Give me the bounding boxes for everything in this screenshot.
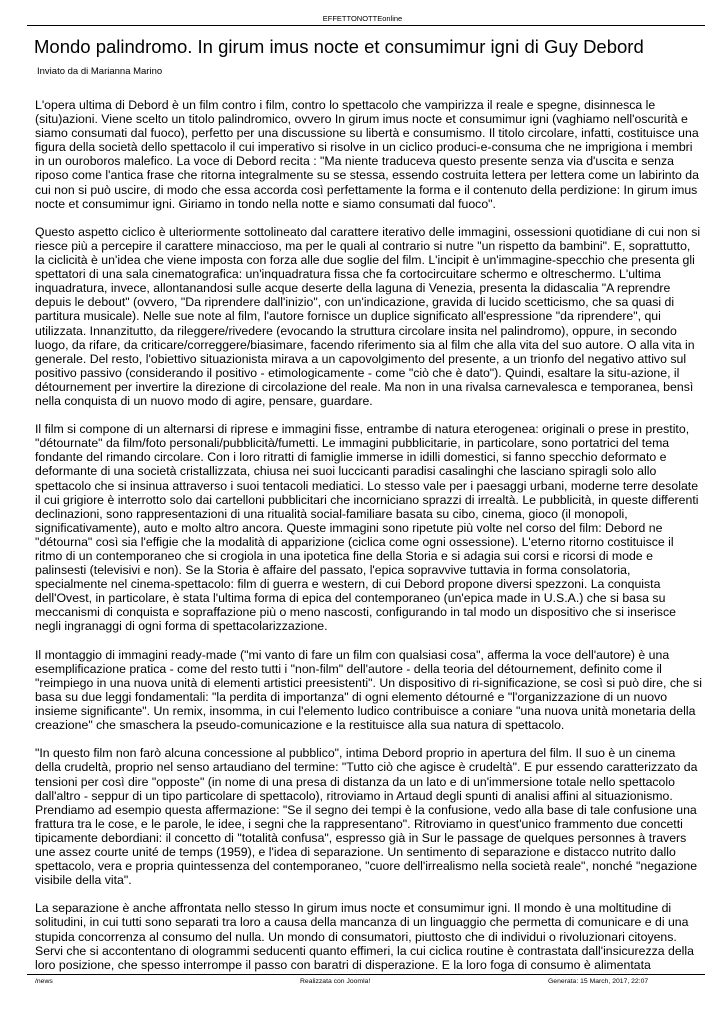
article-paragraph: La separazione è anche affrontata nello stesso In girum imus nocte et consumimur igni. Il mondo è una moltitudine di solitudini, in cui tutti sono separati tra loro a causa della mancanza di un linguaggio che permetta di comunicare e di una stupida concorrenza al consumo del nulla. Un mondo di consumatori, piuttosto che di individui o rivoluzionari citoyens. Servi che si accontentano di ologrammi seducenti quanto effimeri, la cui ciclica routine è contrastata dall'insicurezza della loro posizione, che spesso interrompe il passo con baratri di disperazione. E la loro foga di consumo è alimentata: [35, 901, 694, 972]
article-paragraph: Questo aspetto ciclico è ulteriormente sottolineato dal carattere iterativo delle immagini, ossessioni quotidiane di cui non si riesce più a percepire il carattere minaccioso, ma per le quali al contrario si nutre "un rispetto da bambini". E, soprattutto, la ciclicità è un'idea che viene imposta con forza alle due soglie del film. L'incipit è un'immagine-specchio che presenta gli spettatori di una sala cinematografica: un'inquadratura fissa che fa cortocircuitare schermo e oltreschermo. L'ultima inquadratura, invece, allontanandosi sulle acque deserte della laguna di Venezia, presenta la didascalia "A reprendre depuis le debout" (ovvero, "Da riprendere dall'inizio", con un'indicazione, gravida di lucido scetticismo, che sa quasi di partitura musicale). Nelle sue note al film, l'autore fornisce un duplice significato all'espressione "da riprendere", qui utilizzata. Innanzitutto, da rileggere/rivedere (evocando la struttura circolare insita nel palindromo), oppure, in secondo luogo, da rifare, da criticare/correggere/biasimare, facendo riferimento sia al film che alla vita del suo autore. O alla vita in generale. Del resto, l'obiettivo situazionista mirava a un capovolgimento del presente, a un trionfo del negativo attivo sul positivo passivo (considerando il positivo - etimologicamente - come "ciò che è dato"). Quindi, esaltare la situ-azione, il détournement per invertire la direzione di circolazione del reale. Ma non in una rivalsa carnevalesca e temporanea, bensì nella conquista di un nuovo modo di agire, pensare, guardare.: [35, 224, 701, 408]
site-name: EFFETTONOTTEonline: [322, 14, 403, 23]
article-paragraph: Il montaggio di immagini ready-made ("mi vanto di fare un film con qualsiasi cosa", afferma la voce dell'autore) è una esemplificazione pratica - come del resto tutti i "non-film" dell'autore - della teoria del détournement, definito come il "reimpiego in una nuova unità di elementi artistici preesistenti". Un dispositivo di ri-significazione, se così si può dire, che si basa su due leggi fondamentali: "la perdita di importanza" di ogni elemento détourné e "l'organizzazione di un nuovo insieme significante". Un remix, insomma, in cui l'elemento ludico contribuisce a coniare "una nuova unità monetaria della creazione" che smaschera la pseudo-comunicazione e la restituisce alla sua natura di spettacolo.: [35, 647, 702, 733]
article-body: [35, 98, 703, 986]
article-paragraph: L'opera ultima di Debord è un film contro i film, contro lo spettacolo che vampirizza il reale e spegne, disinnesca le (situ)azioni. Viene scelto un titolo palindromico, ovvero In girum imus nocte et consumimur igni (vaghiamo nell'oscurità e siamo consumati dal fuoco), perfetto per una discussione su libertà e consumismo. Il titolo circolare, infatti, costituisce una figura della società dello spettacolo il cui imperativo si risolve in un ciclico produci-e-consuma che ne imprigiona i membri in un ouroboros malefico. La voce di Debord recita : "Ma niente traduceva questo presente senza via d'uscita e senza riposo come l'antica frase che ritorna integralmente su se stessa, essendo costruita lettera per lettera come un labirinto da cui non si può uscire, di modo che essa accorda così perfettamente la forma e il contenuto della perdizione: In girum imus nocte et consumimur igni. Giriamo in tondo nella notte e siamo consumati dal fuoco".: [35, 98, 699, 211]
article-title: Mondo palindromo. In girum imus nocte et consumimur igni di Guy Debord: [34, 36, 644, 57]
footer-credit: Realizzata con Joomla!: [300, 978, 371, 985]
footer-path: /news: [35, 978, 53, 985]
footer-generated-date: Generata: 15 March, 2017, 22:07: [548, 978, 649, 985]
article-byline: Inviato da di Marianna Marino: [37, 66, 163, 77]
article-paragraph: Il film si compone di un alternarsi di riprese e immagini fisse, entrambe di natura eterogenea: originali o prese in prestito, "détournate" da film/foto personali/pubblicità/fumetti. Le immagini pubblicitarie, in particolare, sono portatrici del tema fondante del rimando circolare. Con i loro ritratti di famiglie immerse in idilli domestici, si fanno specchio deformato e deformante di una società cristallizzata, chiusa nei suoi luccicanti paradisi casalinghi che lasciano spiragli solo allo spettacolo che si insinua attraverso i suoi tentacoli mediatici. Lo stesso vale per i paesaggi urbani, moderne terre desolate il cui grigiore è interrotto solo dai cartelloni pubblicitari che incorniciano sprazzi di irrealtà. Le pubblicità, in queste differenti declinazioni, sono rappresentazioni di una ritualità social-familiare basata su cibo, cinema, gioco (il monopoli, significativamente), auto e molto altro ancora. Queste immagini sono ripetute più volte nel corso del film: Debord ne "détourna" così sia l'effigie che la modalità di apparizione (ciclica come ogni ossessione). L'eterno ritorno costituisce il ritmo di un contemporaneo che si crogiola in una ipotetica fine della Storia e si adagia sui corsi e ricorsi di mode e palinsesti (televisivi e non). Se la Storia è affaire del passato, l'epica sopravvive tuttavia in forma consolatoria, specialmente nel cinema-spettacolo: film di guerra e western, di cui Debord propone diversi spezzoni. La conquista dell'Ovest, in particolare, è stata l'ultima forma di epica del contemporaneo (un'epica made in U.S.A.) che si basa su meccanismi di conquista e sopraffazione più o meno nascosti, configurando in tal modo un dispositivo che si inserisce negli ingranaggi di ogni forma di spettacolarizzazione.: [35, 422, 699, 634]
footer-divider: [27, 974, 705, 975]
page-footer: [35, 978, 703, 988]
article-paragraph: "In questo film non farò alcuna concessione al pubblico", intima Debord proprio in apertura del film. Il suo è un cinema della crudeltà, proprio nel senso artaudiano del termine: "Tutto ciò che agisce è crudeltà". E pur essendo caratterizzato da tensioni per così dire "opposte" (in nome di una presa di distanza da un lato e di un'immersione totale nello spettacolo dall'altro - seppur di un tipo particolare di spettacolo), ritroviamo in Artaud degli spunti di analisi affini al situazionismo. Prendiamo ad esempio questa affermazione: "Se il segno dei tempi è la confusione, vedo alla base di tale confusione una frattura tra le cose, e le parole, le idee, i segni che la rappresentano". Ritroviamo in quest'unico frammento due concetti tipicamente debordiani: il concetto di "totalità confusa", espresso già in Sur le passage de quelques personnes à travers une assez courte unité de temps (1959), e l'idea di separazione. Un sentimento di separazione e distacco nutrito dallo spettacolo, vera e propria quintessenza del contemporaneo, "cuore dell'irrealismo nella società reale", nonché "negazione visibile della vita".: [35, 746, 698, 888]
header-divider: [27, 25, 705, 26]
